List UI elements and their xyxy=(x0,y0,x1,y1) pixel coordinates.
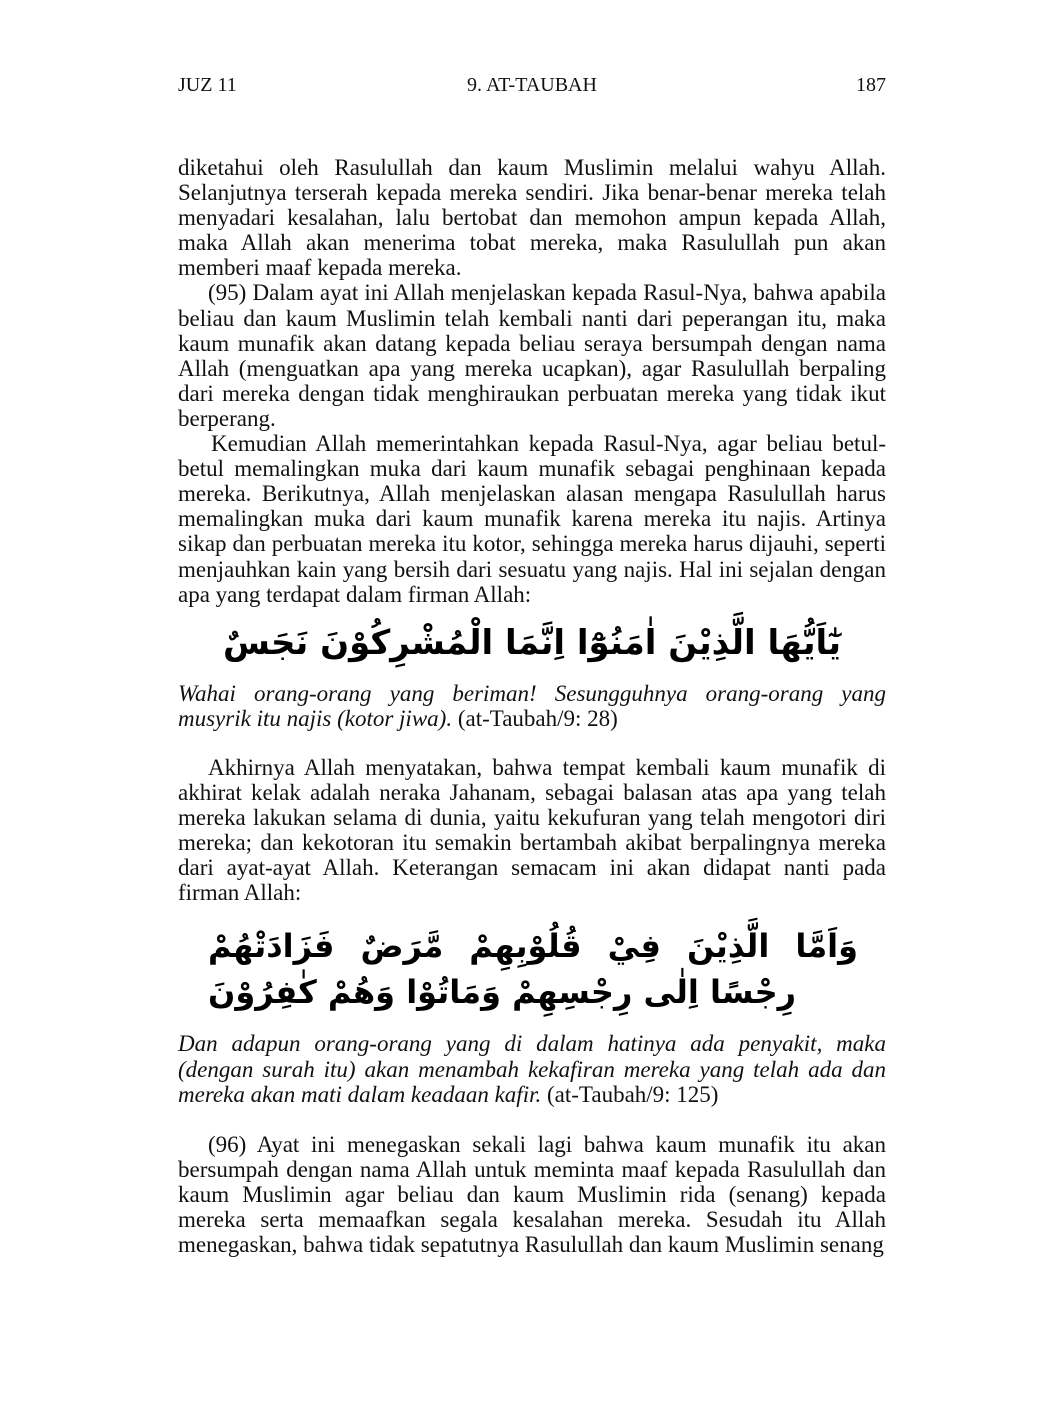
translation-at-taubah-28 xyxy=(178,681,886,731)
spacer xyxy=(178,1107,886,1132)
page-number: 187 xyxy=(856,74,886,96)
spacer xyxy=(178,731,886,755)
translation-at-taubah-125 xyxy=(178,1031,886,1106)
page-body xyxy=(178,155,886,1257)
translation-text: Dan adapun orang-orang yang di dalam hatinya ada penyakit, maka (dengan surah itu) akan menambah kekafiran mereka yang telah ada dan mereka akan mati dalam keadaan kafir. xyxy=(178,1031,886,1107)
page-header xyxy=(178,74,886,104)
paragraph-continuation: diketahui oleh Rasulullah dan kaum Muslimin melalui wahyu Allah. Selanjutnya terserah kepada mereka sendiri. Jika benar-benar mereka telah menyadari kesalahan, lalu bertobat dan memohon ampun kepada Allah, maka Allah akan menerima tobat mereka, maka Rasulullah pun akan memberi maaf kepada mereka. xyxy=(178,155,886,281)
paragraph-jahanam: Akhirnya Allah menyatakan, bahwa tempat kembali kaum munafik di akhirat kelak adalah neraka Jahanam, sebagai balasan atas apa yang telah mereka lakukan selama di dunia, yaitu kekufuran yang telah mengotori diri mereka; dan kekotoran itu semakin bertambah akibat berpalingnya mereka dari ayat-ayat Allah. Keterangan semacam ini akan didapat nanti pada firman Allah: xyxy=(178,754,886,906)
verse-reference: (at-Taubah/9: 28) xyxy=(457,705,618,731)
translation-text: Wahai orang-orang yang beriman! Sesungguhnya orang-orang yang musyrik itu najis (kotor jiwa). xyxy=(178,680,886,731)
arabic-verse-at-taubah-125: وَاَمَّا الَّذِيْنَ فِيْ قُلُوْبِهِمْ مَّرَضٌ فَزَادَتْهُمْ رِجْسًا اِلٰى رِجْسِهِمْ وَمَاتُوْا وَهُمْ كٰفِرُوْنَ xyxy=(208,927,858,1012)
verse-reference: (at-Taubah/9: 125) xyxy=(547,1081,719,1107)
juz-label: JUZ 11 xyxy=(178,74,237,96)
paragraph-verse-95: (95) Dalam ayat ini Allah menjelaskan kepada Rasul-Nya, bahwa apabila beliau dan kaum Muslimin telah kembali nanti dari peperangan itu, maka kaum munafik akan datang kepada beliau seraya bersumpah dengan nama Allah (menguatkan apa yang mereka ucapkan), agar Rasulullah berpaling dari mereka dengan tidak menghiraukan perbuatan mereka yang tidak ikut berperang. xyxy=(178,280,886,431)
arabic-verse-at-taubah-28: يٰٓاَيُّهَا الَّذِيْنَ اٰمَنُوْٓا اِنَّمَا الْمُشْرِكُوْنَ نَجَسٌ xyxy=(222,622,842,663)
surah-title: 9. AT-TAUBAH xyxy=(467,74,597,96)
paragraph-verse-96: (96) Ayat ini menegaskan sekali lagi bahwa kaum munafik itu akan bersumpah dengan nama Allah untuk meminta maaf kepada Rasulullah dan kaum Muslimin agar beliau dan kaum Muslimin rida (senang) kepada mereka serta memaafkan segala kesalahan mereka. Sesudah itu Allah menegaskan, bahwa tidak sepatutnya Rasulullah dan kaum Muslimin senang xyxy=(178,1131,886,1258)
paragraph-najis: Kemudian Allah memerintahkan kepada Rasul-Nya, agar beliau betul-betul memalingkan muka dari kaum munafik sebagai penghinaan kepada mereka. Berikutnya, Allah menjelaskan alasan mengapa Rasulullah harus memalingkan muka dari kaum munafik karena mereka itu najis. Artinya sikap dan perbuatan mereka itu kotor, sehingga mereka harus dijauhi, seperti menjauhkan kain yang bersih dari sesuatu yang najis. Hal ini sejalan dengan apa yang terdapat dalam firman Allah: xyxy=(178,431,886,607)
